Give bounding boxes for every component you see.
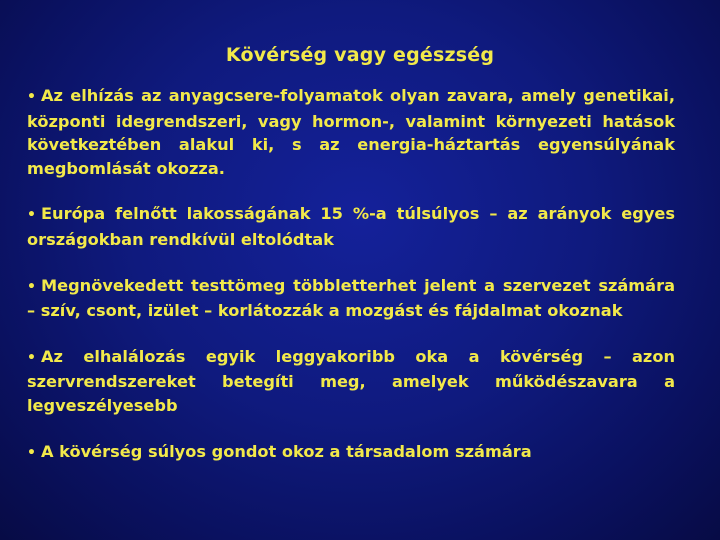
bullet-dot-icon: • xyxy=(27,349,36,366)
bullet-text: Az elhalálozás egyik leggyakoribb oka a kövérség – azon szervrendszereket betegíti meg, amelyek működészavara a legveszélyesebb xyxy=(27,346,675,415)
bullet-item xyxy=(27,84,675,180)
bullet-list xyxy=(27,84,675,487)
slide-title: Kövérség vagy egészség xyxy=(225,44,495,66)
bullet-dot-icon: • xyxy=(27,444,36,461)
bullet-dot-icon: • xyxy=(27,89,36,105)
bullet-dot-icon: • xyxy=(27,278,36,295)
bullet-dot-icon: • xyxy=(27,207,36,224)
bullet-item xyxy=(27,440,675,466)
bullet-text: A kövérség súlyos gondot okoz a társadalom számára xyxy=(41,441,532,461)
bullet-item xyxy=(27,345,675,418)
bullet-text: Megnövekedett testtömeg többletterhet jelent a szervezet számára – szív, csont, izület – korlátozzák a mozgást és fájdalmat okoznak xyxy=(27,275,675,321)
bullet-text: Európa felnőtt lakosságának 15 %-a túlsúlyos – az arányok egyes országokban rendkívül eltolódtak xyxy=(27,204,675,249)
bullet-text: Az elhízás az anyagcsere-folyamatok olyan zavara, amely genetikai, központi idegrendszeri, vagy hormon-, valamint környezeti hatások következtében alakul ki, s az energia-háztartás egyensúlyának megbomlását okozza. xyxy=(27,86,675,178)
bullet-item xyxy=(27,274,675,323)
bullet-item xyxy=(27,202,675,251)
